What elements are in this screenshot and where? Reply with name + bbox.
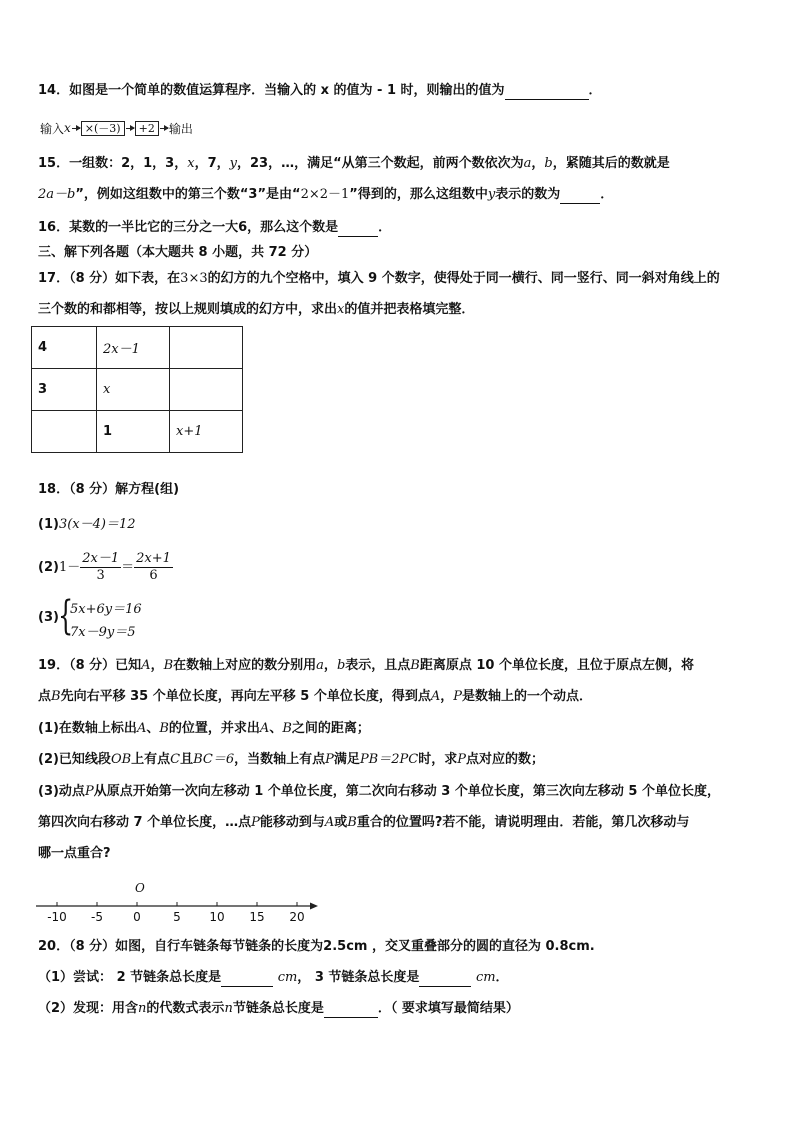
q19-text: 之间的距离； xyxy=(291,721,370,736)
q19-var: b xyxy=(336,658,346,673)
table-cell: 1 xyxy=(97,411,170,453)
axis-tick-label: 15 xyxy=(249,910,265,924)
q19-text: (2)已知线段 xyxy=(38,752,111,767)
section-3-title: 三、解下列各题（本大题共 8 小题，共 72 分） xyxy=(38,245,318,260)
q19-text: (1)在数轴上标出 xyxy=(38,721,137,736)
q20-text: 的代数式表示 xyxy=(146,1001,225,1016)
q19-text: ， xyxy=(440,689,454,704)
q19-text: 在数轴上对应的数分别用 xyxy=(173,658,317,673)
q19-text: ， xyxy=(323,658,337,673)
q19-var: B xyxy=(347,815,357,830)
q15-text: ”，例如这组数中的第三个数“3”是由“ xyxy=(75,187,301,202)
q15-line2 xyxy=(38,186,613,204)
q20-part2 xyxy=(38,1000,519,1018)
q19-text: 点 xyxy=(38,689,52,704)
q15-var-y2: y xyxy=(487,187,496,202)
q19-text: ， xyxy=(150,658,164,673)
q19-var: OB xyxy=(110,752,132,767)
q14-flowchart xyxy=(40,119,193,137)
q16-answer-blank[interactable] xyxy=(338,222,378,237)
q19-var: A xyxy=(136,721,147,736)
fraction-denominator: 6 xyxy=(149,568,158,583)
q20-text: ． xyxy=(495,970,509,985)
q19-text: 或 xyxy=(334,815,348,830)
q17-text: 的幻方的九个空格中，填入 9 个数字，使得处于同一横行、同一竖行、同一斜对角线上的 xyxy=(207,271,720,286)
q15-var-a: a xyxy=(523,156,532,171)
table-row xyxy=(32,411,243,453)
q19-text: 19．（8 分）已知 xyxy=(38,658,142,673)
q19-text: 上有点 xyxy=(131,752,171,767)
q20-blank-n-links[interactable] xyxy=(324,1003,378,1018)
q19-var: B xyxy=(163,658,174,673)
flow-output-label: 输出 xyxy=(168,121,193,136)
q20-unit: cm xyxy=(277,970,298,985)
q19-part3-line2 xyxy=(38,814,689,832)
flow-arrow-icon xyxy=(160,128,168,129)
q19-line1 xyxy=(38,657,694,675)
flow-box-multiply: ×(－3) xyxy=(81,121,125,136)
q14-text xyxy=(38,82,602,100)
q15-text: ． xyxy=(600,187,614,202)
q18-system-eq1: 5x+6y＝16 xyxy=(70,602,142,617)
q19-text: 满足 xyxy=(333,752,360,767)
flow-arrow-icon xyxy=(126,128,134,129)
q19-line2 xyxy=(38,688,592,706)
q15-text: ”得到的，那么这组数中 xyxy=(349,187,488,202)
q18-part1-label: (1) xyxy=(38,517,59,532)
q19-text: 重合的位置吗?若不能，请说明理由．若能，第几次移动与 xyxy=(356,815,690,830)
q19-var: a xyxy=(316,658,324,673)
q19-text: 能移动到与 xyxy=(259,815,325,830)
q19-var: A xyxy=(324,815,335,830)
q17-var-x: x xyxy=(337,302,345,317)
q19-var: P xyxy=(251,815,260,830)
q17-text: 17．（8 分）如下表，在 xyxy=(38,271,181,286)
axis-tick-label: 5 xyxy=(173,910,181,924)
q16-stem: 16．某数的一半比它的三分之一大6，那么这个数是 xyxy=(38,220,339,235)
q15-expr: 2a－b xyxy=(38,187,76,202)
table-cell: 4 xyxy=(32,327,97,369)
q15-var-y: y xyxy=(229,156,237,171)
fraction xyxy=(80,551,121,584)
q19-var: A xyxy=(430,689,441,704)
q20-var-n: n xyxy=(138,1001,147,1016)
q19-var: B xyxy=(282,721,292,736)
flow-box-add: +2 xyxy=(135,121,159,136)
table-cell: 3 xyxy=(32,369,97,411)
q19-var: A xyxy=(141,658,151,673)
q19-var: B xyxy=(410,658,420,673)
q20-unit: cm xyxy=(475,970,496,985)
table-row xyxy=(32,369,243,411)
q19-text: 时，求 xyxy=(418,752,458,767)
q16-end: ． xyxy=(378,220,392,235)
q20-var-n: n xyxy=(224,1001,233,1016)
table-cell[interactable] xyxy=(170,369,243,411)
axis-tick-label: -10 xyxy=(47,910,67,924)
equals-sign: ＝ xyxy=(121,560,135,575)
q19-part3-line1 xyxy=(38,783,720,801)
q19-var: P xyxy=(325,752,334,767)
flow-input-var: x xyxy=(64,121,71,135)
q15-example-expr: 2×2－1 xyxy=(300,187,350,202)
brace-icon: { xyxy=(58,593,74,639)
q19-part3-line3: 哪一点重合? xyxy=(38,846,111,861)
q15-text: ，7， xyxy=(194,156,230,171)
table-cell: x+1 xyxy=(170,411,243,453)
q15-text: ，23，…，满足“从第三个数起，前两个数依次为 xyxy=(236,156,524,171)
q18-part2 xyxy=(38,548,173,588)
axis-tick-label: -5 xyxy=(91,910,103,924)
q15-line1 xyxy=(38,155,670,173)
q18-part3-label: (3) xyxy=(38,610,59,625)
table-cell[interactable] xyxy=(170,327,243,369)
q15-answer-blank[interactable] xyxy=(560,189,600,204)
q20-text: ， 3 节链条总长度是 xyxy=(297,970,420,985)
fraction xyxy=(134,551,173,584)
q19-expr: BC＝6 xyxy=(193,752,235,767)
q15-var-b: b xyxy=(544,156,553,171)
axis-tick-label: 20 xyxy=(289,910,305,924)
q19-text: 、 xyxy=(269,721,283,736)
fraction-numerator: 2x－1 xyxy=(82,551,120,566)
axis-tick-label: 0 xyxy=(133,910,141,924)
q19-var: P xyxy=(457,752,466,767)
flow-arrow-icon xyxy=(72,128,80,129)
q19-text: 且 xyxy=(180,752,194,767)
q18-part2-label: (2) xyxy=(38,560,59,575)
q19-var: C xyxy=(170,752,181,767)
q19-text: 先向右平移 35 个单位长度，再向左平移 5 个单位长度，得到点 xyxy=(60,689,431,704)
magic-square-table xyxy=(31,326,243,453)
table-row xyxy=(32,327,243,369)
number-line-figure xyxy=(30,878,330,924)
q17-line1 xyxy=(38,270,720,288)
q18-part1-equation: 3(x－4)＝12 xyxy=(58,517,136,532)
axis-tick-label: 10 xyxy=(209,910,225,924)
q14-end: ． xyxy=(588,83,602,98)
q17-text: 三个数的和都相等，按以上规则填成的幻方中，求出 xyxy=(38,302,338,317)
q19-text: (3)动点 xyxy=(38,784,85,799)
origin-label: O xyxy=(135,881,145,895)
q19-text: 点对应的数； xyxy=(465,752,544,767)
q20-text: 节链条总长度是 xyxy=(232,1001,324,1016)
q17-text: 的值并把表格填完整． xyxy=(344,302,475,317)
q19-text: 表示，且点 xyxy=(345,658,411,673)
q16-text xyxy=(38,219,391,237)
q20-text: （1）尝试： 2 节链条总长度是 xyxy=(38,970,222,985)
q19-var: B xyxy=(159,721,169,736)
axis-tick-labels xyxy=(47,910,304,924)
q20-blank-2-links[interactable] xyxy=(221,972,273,987)
q19-var: P xyxy=(453,689,462,704)
table-cell: x xyxy=(97,369,170,411)
q19-expr: PB＝2PC xyxy=(359,752,419,767)
q15-text: 表示的数为 xyxy=(495,187,561,202)
q15-text: ，紧随其后的数就是 xyxy=(552,156,670,171)
q17-expr: 3×3 xyxy=(180,271,208,286)
q20-text: （2）发现：用含 xyxy=(38,1001,139,1016)
q20-part1 xyxy=(38,969,509,987)
q20-line1: 20．（8 分）如图，自行车链条每节链条的长度为2.5cm ，交叉重叠部分的圆的直径为 0.8cm. xyxy=(38,939,595,954)
q19-part1 xyxy=(38,720,370,738)
q19-var: A xyxy=(259,721,270,736)
q19-text: 距离原点 10 个单位长度，且位于原点左侧，将 xyxy=(419,658,694,673)
table-cell[interactable] xyxy=(32,411,97,453)
table-cell: 2x－1 xyxy=(97,327,170,369)
q18-title: 18．（8 分）解方程(组) xyxy=(38,482,180,497)
fraction-denominator: 3 xyxy=(96,568,105,583)
axis-arrow-icon xyxy=(310,903,318,910)
q14-answer-blank[interactable] xyxy=(505,85,589,100)
q15-text: ， xyxy=(531,156,545,171)
q15-text: 15．一组数：2，1，3， xyxy=(38,156,188,171)
q19-text: 第四次向右移动 7 个单位长度，…点 xyxy=(38,815,252,830)
q18-system-eq2: 7x－9y＝5 xyxy=(70,625,136,640)
q20-blank-3-links[interactable] xyxy=(419,972,471,987)
q18-part1 xyxy=(38,516,136,534)
q19-text: 是数轴上的一个动点． xyxy=(461,689,592,704)
q14-stem: 14．如图是一个简单的数值运算程序．当输入的 x 的值为 - 1 时，则输出的值为 xyxy=(38,83,505,98)
flow-input-label: 输入 xyxy=(40,121,65,136)
q19-text: ，当数轴上有点 xyxy=(234,752,326,767)
q19-text: 、 xyxy=(146,721,160,736)
q18-part2-lead: 1－ xyxy=(58,560,81,575)
q19-var: B xyxy=(51,689,61,704)
q20-text: ．（ 要求填写最简结果） xyxy=(377,1001,519,1016)
q15-var-x: x xyxy=(187,156,195,171)
q19-part2 xyxy=(38,751,544,769)
q17-line2 xyxy=(38,301,474,319)
q19-text: 的位置，并求出 xyxy=(168,721,260,736)
fraction-numerator: 2x+1 xyxy=(136,551,171,566)
q19-text: 从原点开始第一次向左移动 1 个单位长度，第二次向右移动 3 个单位长度，第三次向左移动 5 个单位长度， xyxy=(93,784,720,799)
q19-var: P xyxy=(84,784,94,799)
